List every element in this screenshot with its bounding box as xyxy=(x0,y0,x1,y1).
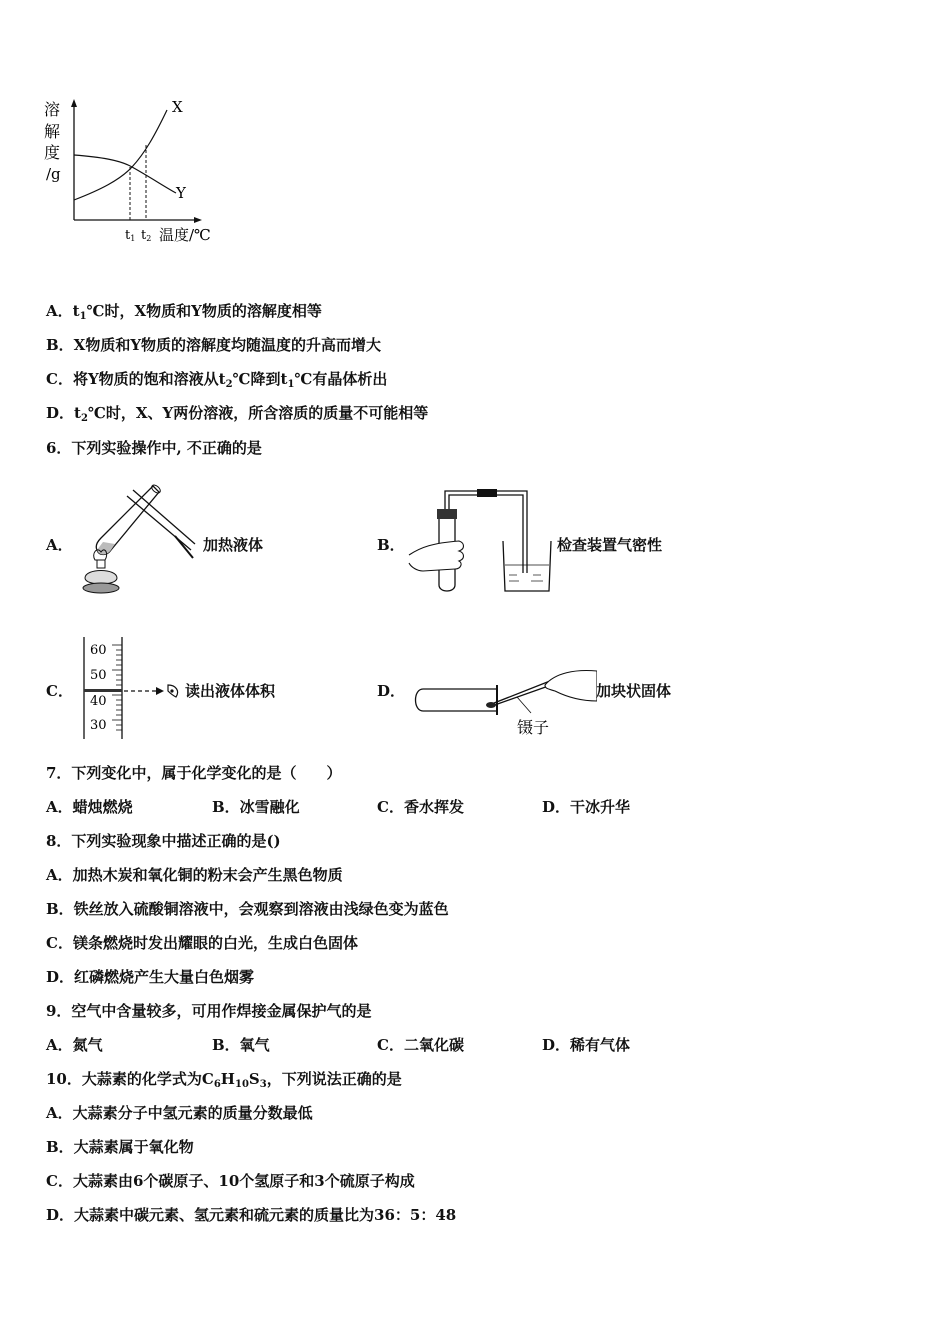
y-axis-label-1: 溶 xyxy=(44,100,61,119)
add-solid-illustration xyxy=(405,665,597,740)
y-axis-label-4: /g xyxy=(46,165,61,183)
y-axis-label-2: 解 xyxy=(44,122,61,141)
airtightness-check-illustration xyxy=(403,483,553,595)
q8-option-d[interactable]: D．红磷燃烧产生大量白色烟雾 xyxy=(46,968,255,986)
q8-option-c[interactable]: C．镁条燃烧时发出耀眼的白光，生成白色固体 xyxy=(46,934,358,952)
t1-label: t1 xyxy=(125,228,136,243)
q10-option-b[interactable]: B．大蒜素属于氧化物 xyxy=(46,1138,194,1156)
q6-c-text: 读出液体体积 xyxy=(185,682,276,700)
tweezers-label: 镊子 xyxy=(517,718,550,737)
q10-stem: 10．大蒜素的化学式为$C_6H_{10}S_3$，下列说法正确的是 xyxy=(46,1070,402,1090)
heating-liquid-illustration xyxy=(75,478,200,598)
q9-option-b[interactable]: B．氧气 xyxy=(212,1036,270,1054)
q5-option-a[interactable]: A．$t_1℃$时，X物质和Y物质的溶解度相等 xyxy=(46,302,322,322)
y-axis-label-3: 度 xyxy=(44,143,61,162)
solubility-graph xyxy=(40,95,225,255)
q6-a-letter[interactable]: A． xyxy=(46,536,73,554)
graduated-cylinder-illustration xyxy=(80,635,185,741)
q8-stem: 8．下列实验现象中描述正确的是() xyxy=(46,832,281,850)
q6-a-text: 加热液体 xyxy=(203,536,264,554)
t2-label: t2 xyxy=(141,228,152,243)
q9-option-c[interactable]: C．二氧化碳 xyxy=(377,1036,464,1054)
q6-d-text: 加块状固体 xyxy=(596,682,672,700)
q7-stem: 7．下列变化中，属于化学变化的是（ ） xyxy=(46,764,342,782)
curve-x xyxy=(74,110,167,200)
q7-option-b[interactable]: B．冰雪融化 xyxy=(212,798,300,816)
q9-option-a[interactable]: A．氮气 xyxy=(46,1036,103,1054)
q6-b-text: 检查装置气密性 xyxy=(557,536,663,554)
q10-option-d[interactable]: D．大蒜素中碳元素、氢元素和硫元素的质量比为36：5：48 xyxy=(46,1206,457,1224)
q6-b-letter[interactable]: B． xyxy=(377,536,405,554)
cylinder-tick-30: 30 xyxy=(90,718,107,733)
q6-d-letter[interactable]: D． xyxy=(377,682,406,700)
q6-c-letter[interactable]: C． xyxy=(46,682,73,700)
curve-y-label: Y xyxy=(176,184,186,202)
q8-option-b[interactable]: B．铁丝放入硫酸铜溶液中，会观察到溶液由浅绿色变为蓝色 xyxy=(46,900,449,918)
q9-stem: 9．空气中含量较多，可用作焊接金属保护气的是 xyxy=(46,1002,372,1020)
q7-option-c[interactable]: C．香水挥发 xyxy=(377,798,464,816)
q6-stem: 6．下列实验操作中, 不正确的是 xyxy=(46,439,262,457)
cylinder-tick-50: 50 xyxy=(90,668,107,683)
q10-option-a[interactable]: A．大蒜素分子中氢元素的质量分数最低 xyxy=(46,1104,313,1122)
cylinder-tick-40: 40 xyxy=(90,694,107,709)
q8-option-a[interactable]: A．加热木炭和氧化铜的粉末会产生黑色物质 xyxy=(46,866,343,884)
cylinder-tick-60: 60 xyxy=(90,643,107,658)
q9-option-d[interactable]: D．稀有气体 xyxy=(542,1036,631,1054)
q5-option-c[interactable]: C．将Y物质的饱和溶液从$t_2℃$降到$t_1℃$有晶体析出 xyxy=(46,370,388,390)
curve-x-label: X xyxy=(172,98,183,116)
q5-option-b[interactable]: B．X物质和Y物质的溶解度均随温度的升高而增大 xyxy=(46,336,382,354)
x-axis-label: 温度/℃ xyxy=(159,226,211,244)
q7-option-a[interactable]: A．蜡烛燃烧 xyxy=(46,798,133,816)
q5-option-d[interactable]: D．$t_2℃$时，X、Y两份溶液，所含溶质的质量不可能相等 xyxy=(46,404,429,424)
q10-option-c[interactable]: C．大蒜素由6个碳原子、10个氢原子和3个硫原子构成 xyxy=(46,1172,415,1190)
q7-option-d[interactable]: D．干冰升华 xyxy=(542,798,631,816)
